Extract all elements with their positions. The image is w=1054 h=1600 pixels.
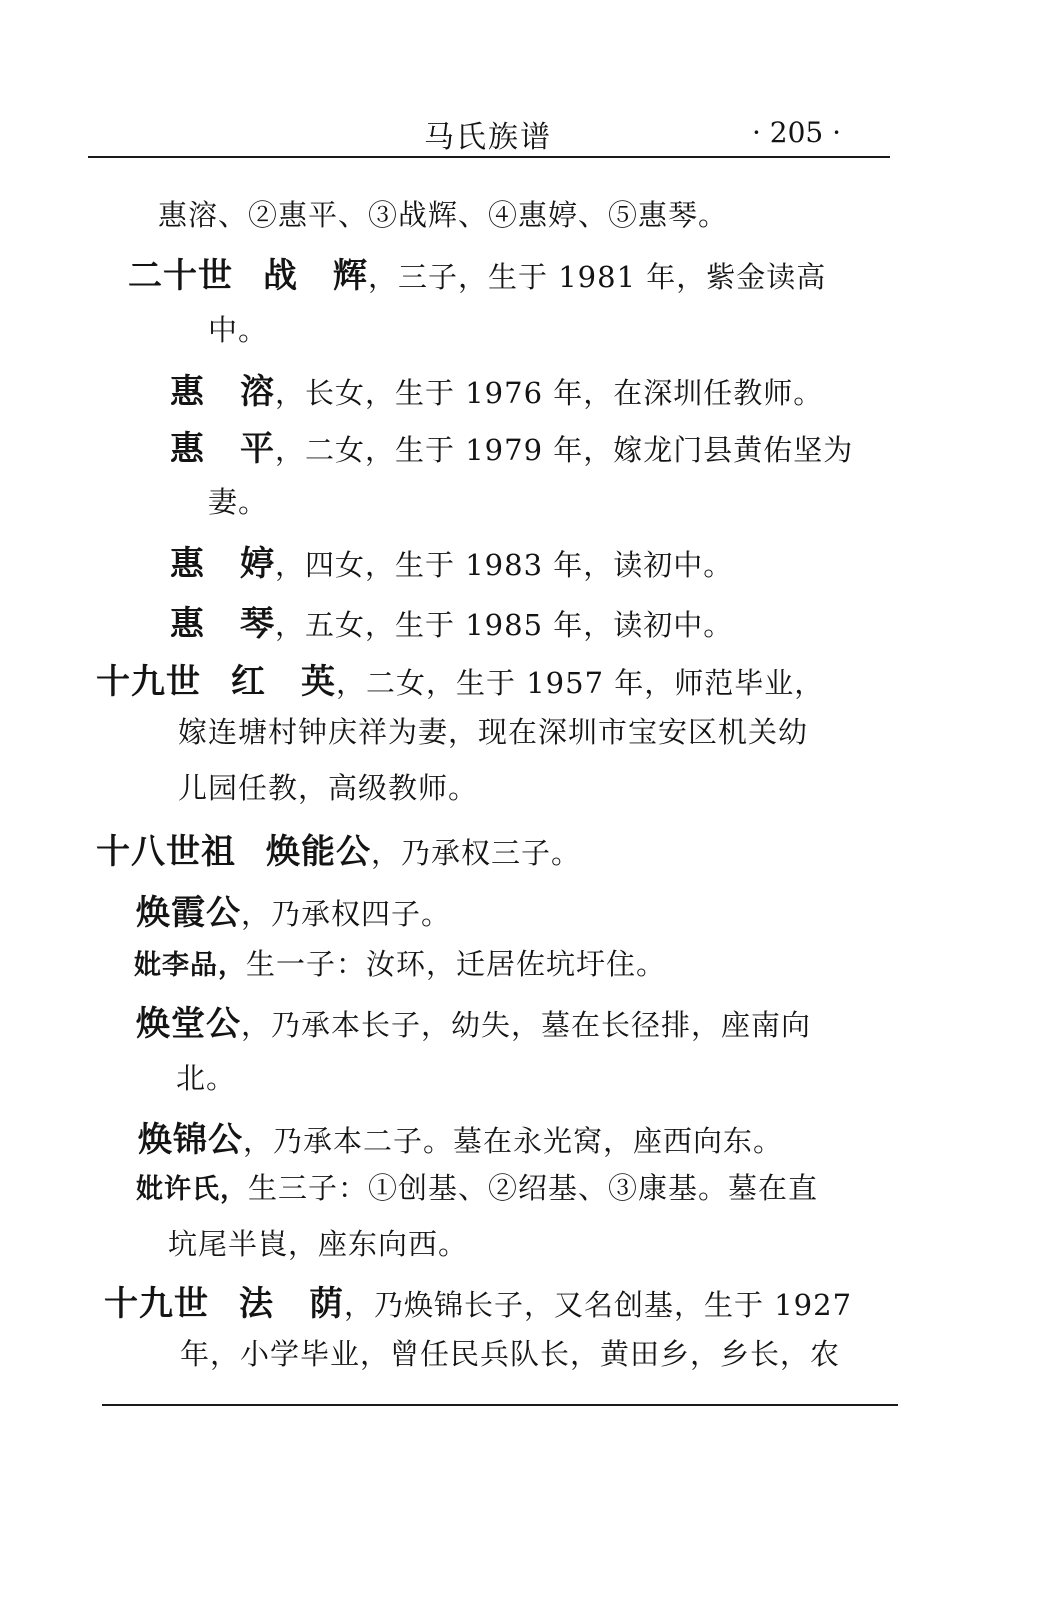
entry-text: ，三子，生于 1981 年，紫金读高: [368, 260, 827, 294]
person-name: 红 英: [231, 662, 337, 702]
entry-text: ，乃焕锦长子，又名创基，生于 1927: [344, 1288, 853, 1322]
entry-text: ，乃承权三子。: [371, 836, 582, 870]
entry-text: ，五女，生于 1985 年，读初中。: [275, 608, 734, 642]
text-line-10: 嫁连塘村钟庆祥为妻，现在深圳市宝安区机关幼: [178, 715, 809, 749]
person-name: 惠 平: [170, 429, 275, 469]
entry-huiqin: [170, 596, 733, 645]
entry-text: ，乃承权四子。: [241, 897, 452, 931]
person-name: 惠 婷: [170, 544, 275, 584]
entry-huanneng: [96, 824, 581, 873]
header-rule: [88, 156, 890, 158]
text-line-11: 儿园任教，高级教师。: [178, 771, 479, 805]
person-name: 惠 溶: [170, 372, 275, 412]
entry-huantang: [136, 996, 811, 1045]
generation-label: 二十世: [128, 256, 233, 296]
text-line-6: 妻。: [208, 485, 269, 519]
person-name: 法 荫: [239, 1284, 345, 1324]
entry-text: ，乃承本长子，幼失，墓在长径排，座南向: [241, 1008, 812, 1042]
person-name: 焕锦公: [138, 1120, 243, 1160]
spouse-label: 妣李品，: [134, 950, 246, 981]
generation-label: 十九世: [96, 662, 201, 702]
entry-text: ，四女，生于 1983 年，读初中。: [275, 548, 734, 582]
text-line-21: 年，小学毕业，曾任民兵队长，黄田乡，乡长，农: [180, 1337, 841, 1371]
entry-text: 生一子：汝环，迁居佐坑圩住。: [246, 947, 667, 981]
text-line-1: 惠溶、②惠平、③战辉、④惠婷、⑤惠琴。: [158, 198, 729, 232]
person-name: 焕霞公: [136, 893, 241, 933]
person-name: 战 辉: [263, 256, 369, 296]
entry-huanxia: [136, 885, 451, 934]
entry-text: 生三子：①创基、②绍基、③康基。墓在直: [248, 1171, 819, 1205]
page-number: · 205 ·: [752, 116, 842, 149]
entry-text: ，二女，生于 1979 年，嫁龙门县黄佑坚为: [275, 433, 854, 467]
generation-label: 十九世: [104, 1284, 209, 1324]
entry-fayin: [104, 1276, 852, 1325]
person-name: 惠 琴: [170, 604, 275, 644]
entry-text: ，二女，生于 1957 年，师范毕业，: [336, 666, 825, 700]
entry-text: ，长女，生于 1976 年，在深圳任教师。: [275, 376, 824, 410]
text-line-19: 坑尾半崀，座东向西。: [168, 1227, 469, 1261]
entry-hongying: [96, 654, 824, 703]
footer-rule: [102, 1404, 898, 1406]
entry-huanjin: [138, 1112, 783, 1161]
entry-huiping: [170, 421, 853, 470]
entry-zhanhui: [128, 248, 826, 297]
page-title: 马氏族谱: [424, 120, 552, 155]
entry-text: ，乃承本二子。墓在永光窝，座西向东。: [243, 1124, 784, 1158]
text-line-16: 北。: [176, 1061, 237, 1095]
person-name: 焕堂公: [136, 1004, 241, 1044]
entry-huirong: [170, 364, 823, 413]
entry-huiting: [170, 536, 733, 585]
spouse-line-li: [134, 942, 666, 983]
person-name: 焕能公: [266, 832, 372, 872]
text-line-3: 中。: [208, 313, 269, 347]
generation-label: 十八世祖: [96, 832, 236, 872]
spouse-label: 妣许氏，: [136, 1174, 248, 1205]
spouse-line-xu: [136, 1166, 818, 1207]
